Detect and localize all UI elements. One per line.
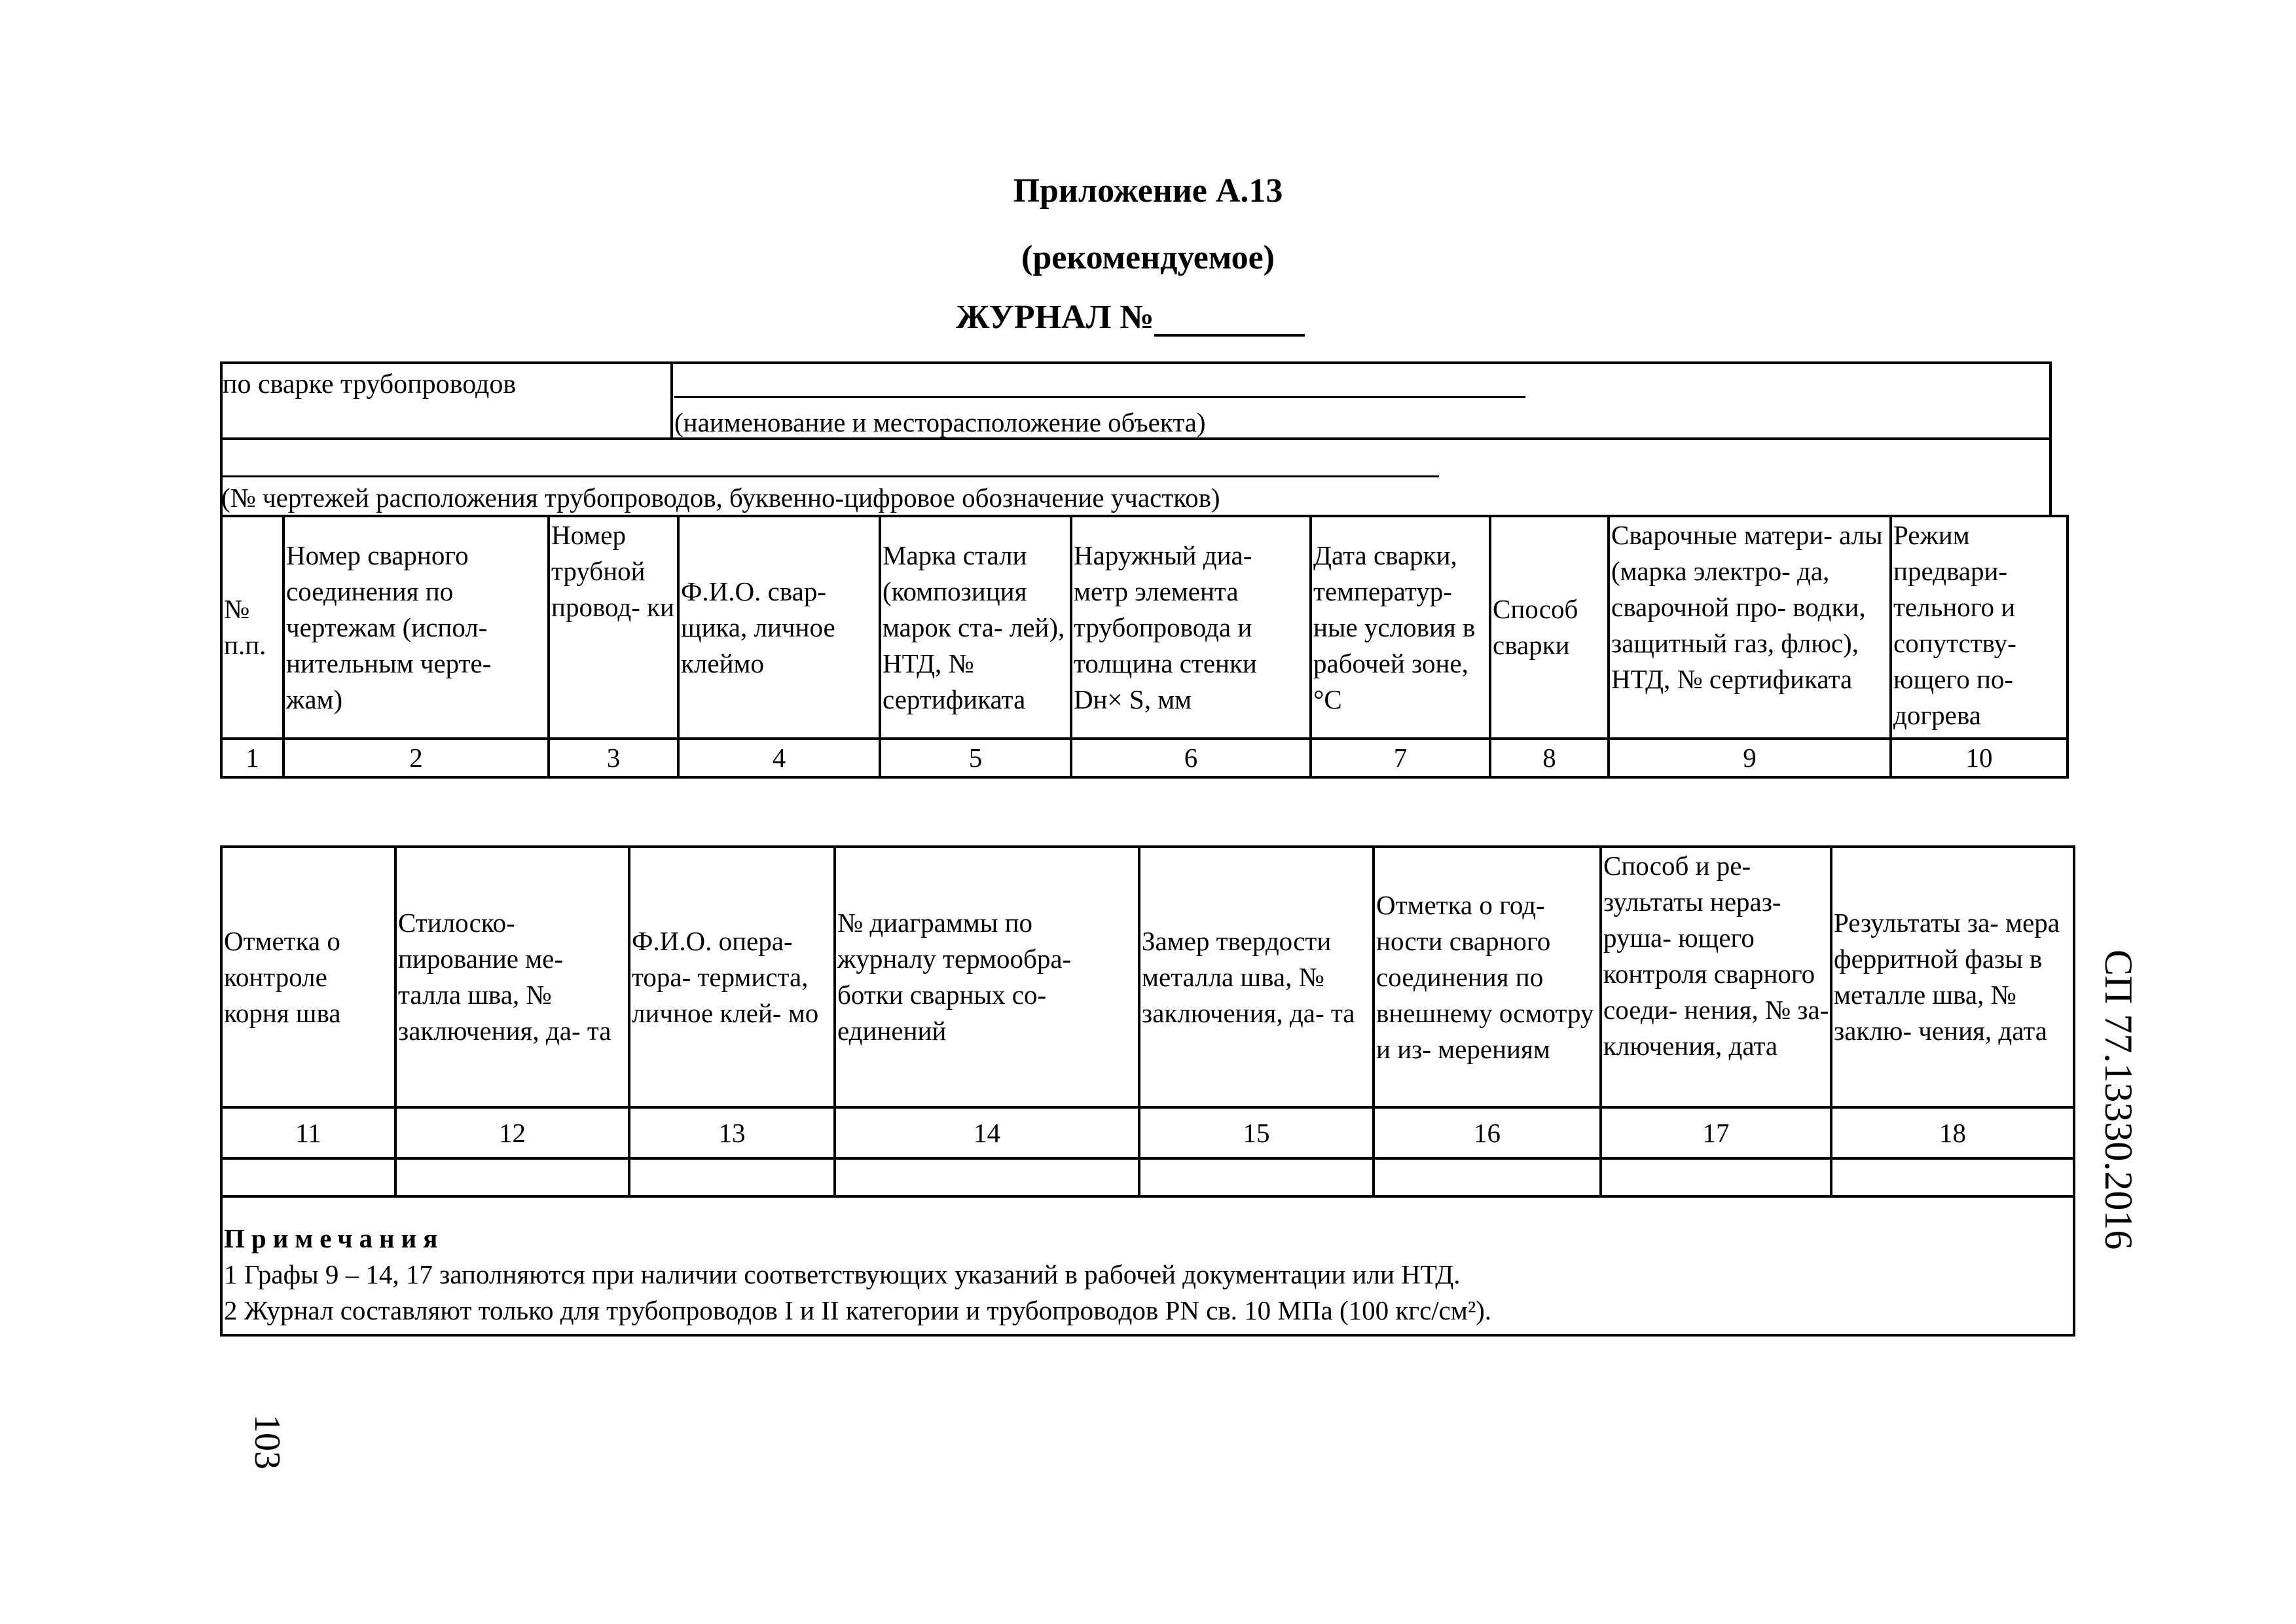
- t1-header-4: Ф.И.О. свар- щика, личное клеймо: [678, 516, 880, 739]
- t1-header-2: Номер сварного соединения по чертежам (испол- нительным черте- жам): [283, 516, 549, 739]
- t2-header-15: Замер твердости металла шва, № заключения, да- та: [1139, 847, 1374, 1107]
- t2-header-13: Ф.И.О. опера- тора- термиста, личное клей- мо: [629, 847, 835, 1107]
- t2-blank-cell[interactable]: [1374, 1158, 1601, 1196]
- t1-num-2: 2: [283, 739, 549, 777]
- welding-journal-table-2: [220, 845, 2075, 1337]
- t2-num-11: 11: [221, 1107, 395, 1158]
- t1-num-5: 5: [880, 739, 1071, 777]
- t2-header-17: Способ и ре- зультаты нераз- руша- ющего контроля сварного соеди- нения, № за- ключения, дата: [1601, 847, 1831, 1107]
- t2-blank-cell[interactable]: [1601, 1158, 1831, 1196]
- drawings-caption: (№ чертежей расположения трубопроводов, буквенно-цифровое обозначение участков): [221, 483, 1220, 513]
- t2-num-16: 16: [1374, 1107, 1601, 1158]
- table2-empty-row: [221, 1158, 2074, 1196]
- t1-num-7: 7: [1311, 739, 1490, 777]
- t1-header-6: Наружный диа- метр элемента трубопровода и толщина стенки Dн× S, мм: [1071, 516, 1311, 739]
- appendix-title: Приложение А.13: [1013, 172, 1283, 210]
- notes-heading: Примечания: [224, 1223, 445, 1253]
- object-caption: (наименование и месторасположение объекта): [674, 407, 1206, 437]
- t2-header-11: Отметка о контроле корня шва: [221, 847, 395, 1107]
- t1-header-10: Режим предвари- тельного и сопутству- ющего по- догрева: [1891, 516, 2068, 739]
- notes-cell: [221, 1196, 2074, 1335]
- drawings-line[interactable]: [221, 475, 1439, 477]
- t2-header-16: Отметка о год- ности сварного соединения по внешнему осмотру и из- мерениям: [1374, 847, 1601, 1107]
- t1-header-9: Сварочные матери- алы (марка электро- да, сварочной про- водки, защитный газ, флюс), НТД, № сертификата: [1609, 516, 1891, 739]
- t1-num-10: 10: [1891, 739, 2068, 777]
- t2-num-17: 17: [1601, 1107, 1831, 1158]
- t1-header-1: № п.п.: [221, 516, 283, 739]
- table2-number-row: [221, 1107, 2074, 1158]
- journal-number-field[interactable]: [1154, 301, 1305, 337]
- t2-num-12: 12: [395, 1107, 629, 1158]
- welding-label: по сварке трубопроводов: [223, 369, 517, 399]
- t1-num-6: 6: [1071, 739, 1311, 777]
- table1-number-row: [221, 739, 2068, 777]
- t2-blank-cell[interactable]: [629, 1158, 835, 1196]
- t1-header-5: Марка стали (композиция марок ста- лей), НТД, № сертификата: [880, 516, 1071, 739]
- appendix-subtitle: (рекомендуемое): [1021, 239, 1275, 276]
- t1-header-7: Дата сварки, температур- ные условия в рабочей зоне, °С: [1311, 516, 1490, 739]
- document-code: СП 77.13330.2016: [2097, 950, 2140, 1250]
- form-vertical-divider: [670, 361, 673, 439]
- object-name-line[interactable]: [674, 396, 1525, 398]
- t2-header-18: Результаты за- мера ферритной фазы в металле шва, № заклю- чения, дата: [1831, 847, 2074, 1107]
- t2-blank-cell[interactable]: [835, 1158, 1139, 1196]
- t1-num-9: 9: [1609, 739, 1891, 777]
- t1-header-3: Номер трубной провод- ки: [549, 516, 678, 739]
- t2-header-14: № диаграммы по журналу термообра- ботки сварных со- единений: [835, 847, 1139, 1107]
- t2-blank-cell[interactable]: [395, 1158, 629, 1196]
- t2-blank-cell[interactable]: [1139, 1158, 1374, 1196]
- t1-num-8: 8: [1490, 739, 1609, 777]
- table2-header-row: [221, 847, 2074, 1107]
- t1-num-3: 3: [549, 739, 678, 777]
- t1-num-1: 1: [221, 739, 283, 777]
- note-item-2: 2 Журнал составляют только для трубопроводов I и II категории и трубопроводов PN св. 10 МПа (100 кгс/см²).: [224, 1295, 1492, 1325]
- t2-num-18: 18: [1831, 1107, 2074, 1158]
- t2-num-15: 15: [1139, 1107, 1374, 1158]
- t2-num-13: 13: [629, 1107, 835, 1158]
- table2-notes-row: [221, 1196, 2074, 1335]
- t2-blank-cell[interactable]: [1831, 1158, 2074, 1196]
- page-number: 103: [247, 1414, 287, 1469]
- note-item-1: 1 Графы 9 – 14, 17 заполняются при наличии соответствующих указаний в рабочей документации или НТД.: [224, 1259, 1461, 1289]
- t2-num-14: 14: [835, 1107, 1139, 1158]
- t2-blank-cell[interactable]: [221, 1158, 395, 1196]
- t2-header-12: Стилоско- пирование ме- талла шва, № заключения, да- та: [395, 847, 629, 1107]
- welding-journal-table-1: [220, 515, 2069, 779]
- t1-num-4: 4: [678, 739, 880, 777]
- t1-header-8: Способ сварки: [1490, 516, 1609, 739]
- table1-header-row: [221, 516, 2068, 739]
- journal-label: ЖУРНАЛ №: [956, 298, 1305, 337]
